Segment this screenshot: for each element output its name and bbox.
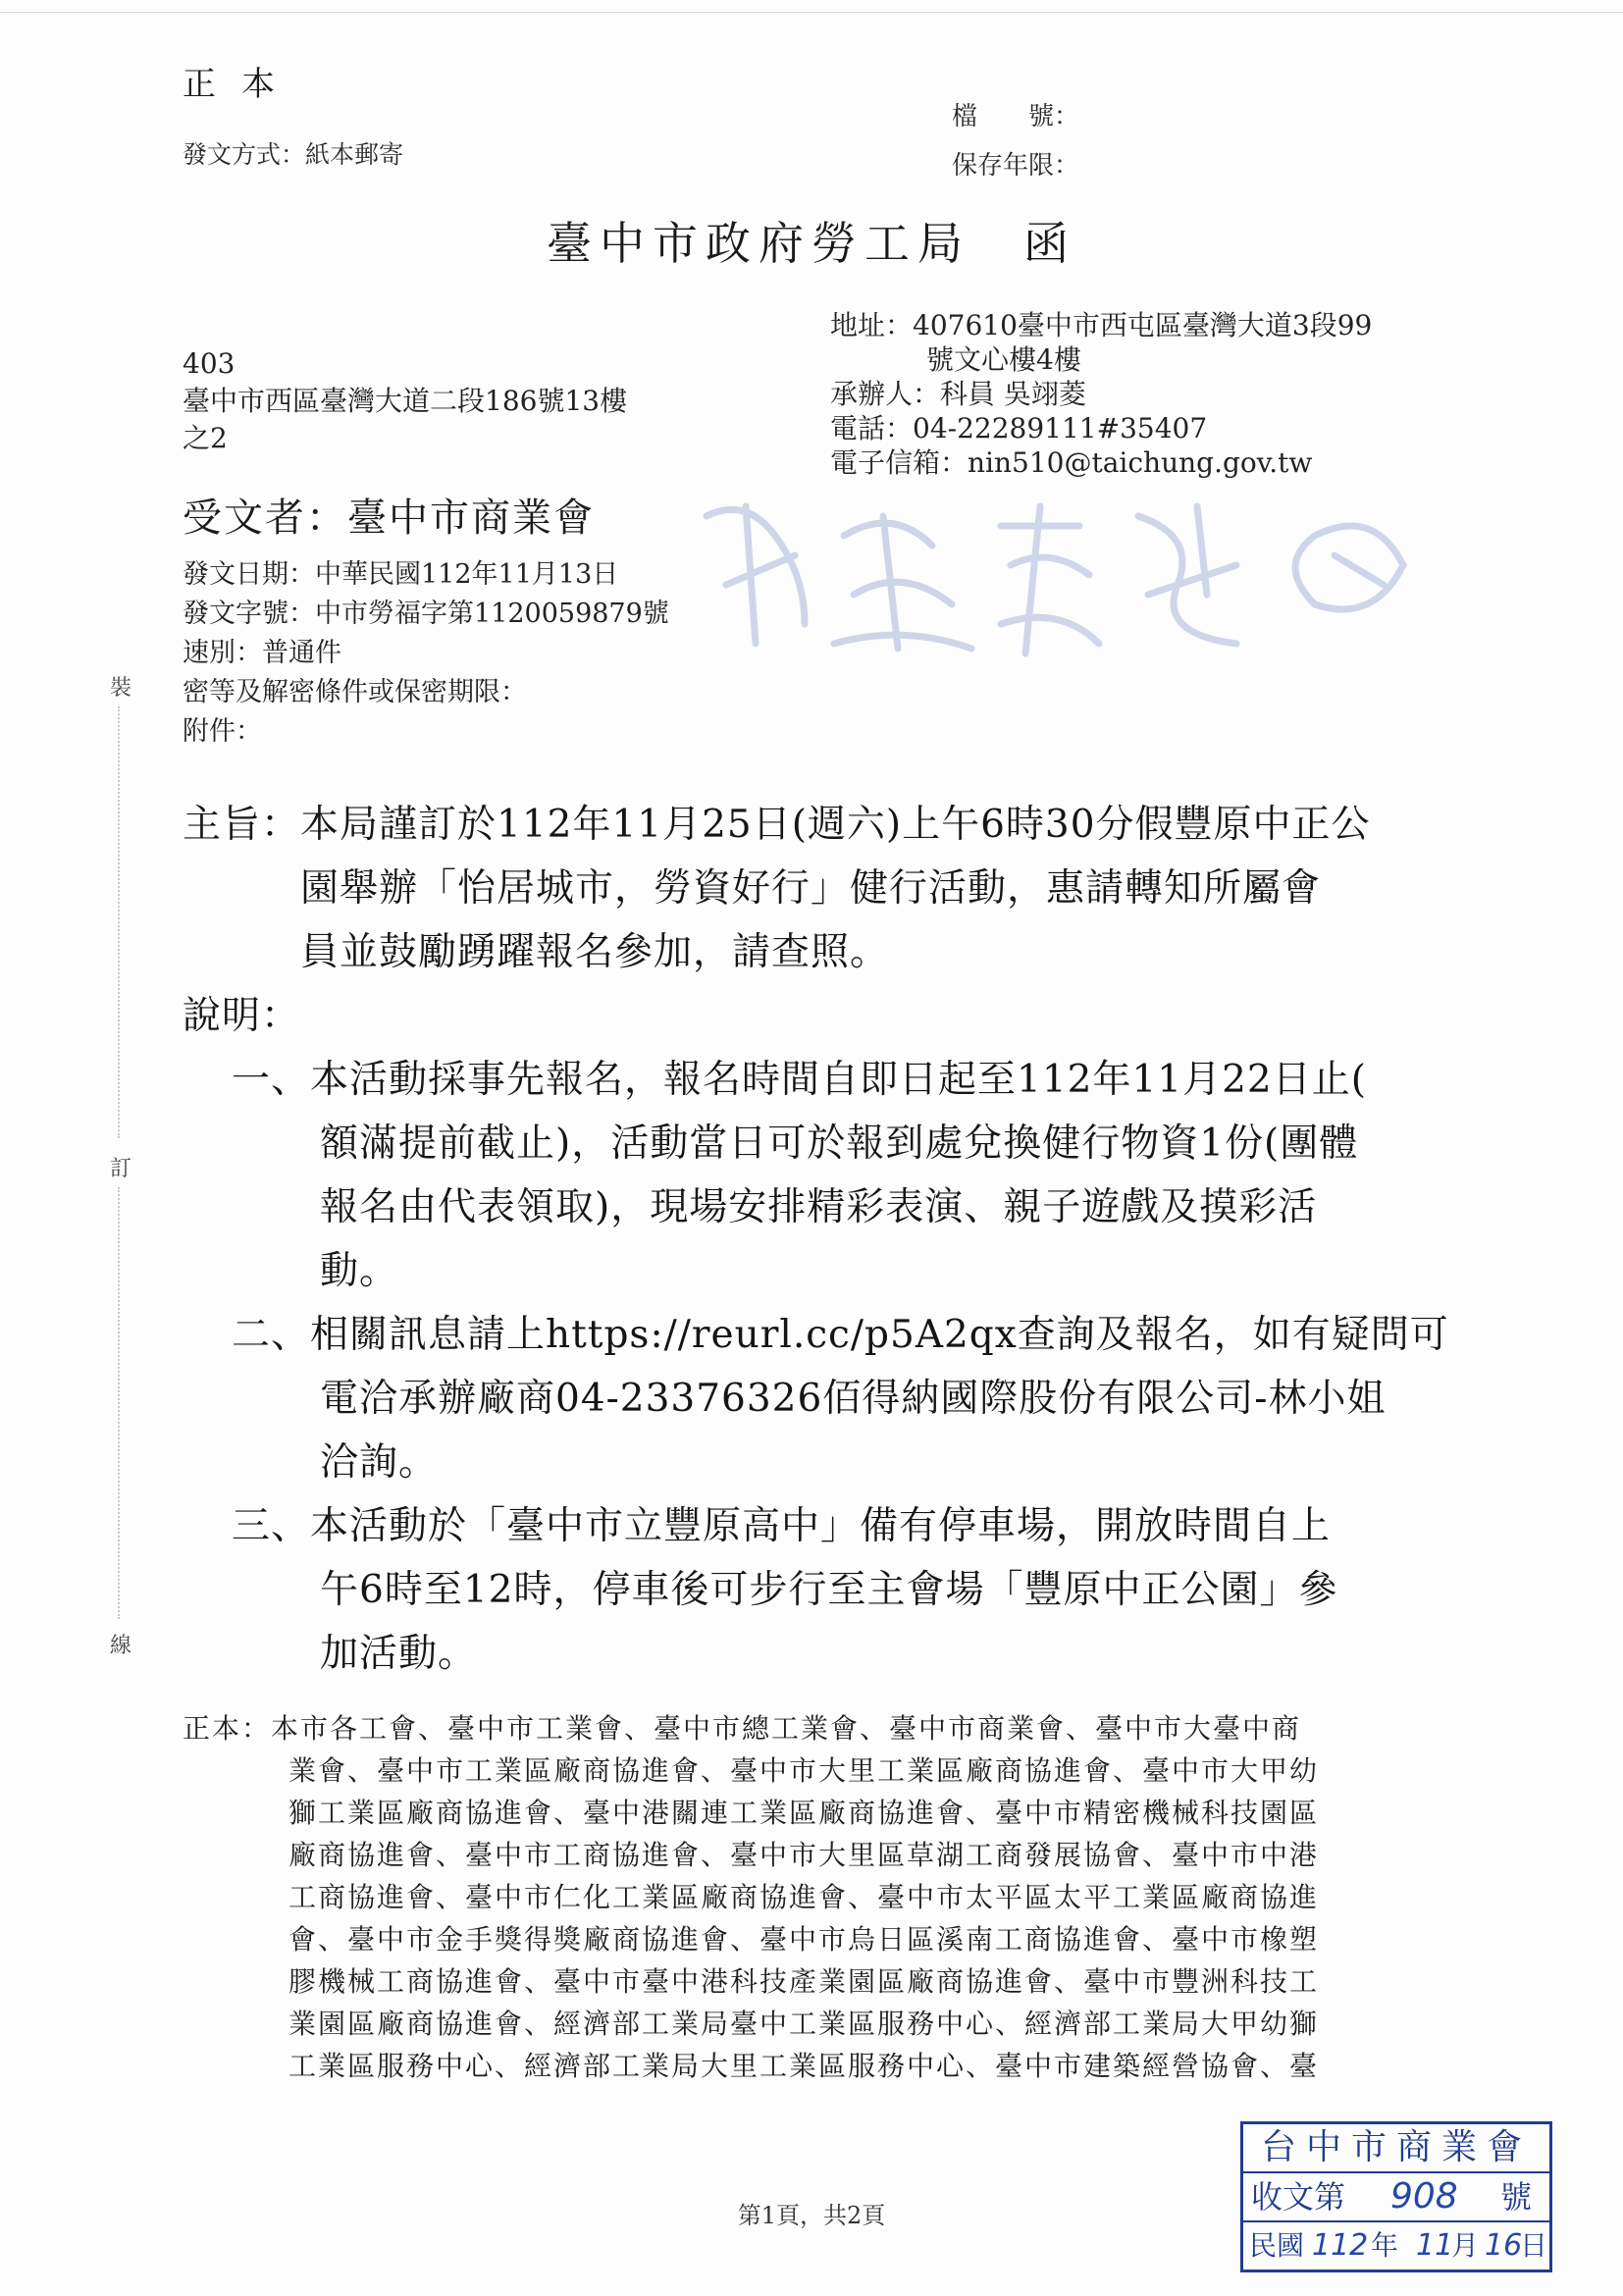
delivery-speed: 速別：普通件 (183, 638, 341, 668)
binding-line (118, 706, 120, 1138)
stamp-month: 11 (1416, 2228, 1454, 2263)
cc-line: 獅工業區廠商協進會、臺中港關連工業區廠商協進會、臺中市精密機械科技園區 (288, 1797, 1320, 1829)
cc-line: 工業區服務中心、經濟部工業局大里工業區服務中心、臺中市建築經營協會、臺 (288, 2050, 1320, 2082)
copy-mark: 正本 (183, 65, 300, 104)
binding-mark-1: 裝 (110, 676, 132, 701)
explanation-item-1: 動。 (320, 1249, 399, 1293)
stamp-day-label: 日 (1520, 2229, 1548, 2262)
recipient-address-line1: 臺中市西區臺灣大道二段186號13樓 (183, 385, 628, 417)
stamp-year-label: 年 (1371, 2229, 1399, 2262)
page-number: 第1頁，共2頁 (737, 2202, 886, 2229)
explanation-item-3: 三、本活動於「臺中市立豐原高中」備有停車場，開放時間自上 (232, 1504, 1332, 1548)
send-method: 發文方式：紙本郵寄 (183, 140, 404, 169)
scan-top-border (0, 12, 1623, 13)
explanation-item-3: 加活動。 (320, 1632, 478, 1676)
sender-info (830, 308, 1372, 480)
stamp-receive-number: 908 (1390, 2176, 1458, 2217)
cc-line: 會、臺中市金手獎得獎廠商協進會、臺中市烏日區溪南工商協進會、臺中市橡塑 (288, 1923, 1320, 1956)
sender-handler: 承辦人：科員 吳翊菱 (830, 378, 1086, 410)
explanation-item-2: 二、相關訊息請上https://reurl.cc/p5A2qx查詢及報名，如有疑問可 (232, 1313, 1449, 1357)
cc-line: 廠商協進會、臺中市工商協進會、臺中市大里區草湖工商發展協會、臺中市中港 (288, 1839, 1320, 1871)
explanation-item-1: 額滿提前截止)，活動當日可於報到處兌換健行物資1份(團體 (320, 1122, 1359, 1166)
attachment: 附件： (183, 716, 262, 747)
explanation-item-1: 一、本活動採事先報名，報名時間自即日起至112年11月22日止( (232, 1058, 1367, 1102)
binding-line (118, 1187, 120, 1619)
stamp-receive-row (1243, 2173, 1549, 2222)
letter-body (183, 793, 1449, 1686)
subject-line: 員並鼓勵踴躍報名參加，請查照。 (300, 930, 890, 974)
cc-recipients (183, 1707, 1319, 2087)
retention-period-label: 保存年限： (952, 151, 1080, 181)
recipient-address-line2: 之2 (183, 422, 228, 454)
stamp-day: 16 (1485, 2228, 1523, 2263)
stamp-month-label: 月 (1451, 2229, 1480, 2262)
recipient-postcode: 403 (183, 347, 236, 380)
binding-mark-2: 訂 (110, 1157, 132, 1181)
recipient-address (183, 345, 627, 457)
stamp-date-prefix: 民國 (1249, 2229, 1305, 2262)
secrecy-level: 密等及解密條件或保密期限： (183, 677, 527, 707)
stamp-year: 112 (1312, 2228, 1369, 2263)
subject-line: 園舉辦「怡居城市，勞資好行」健行活動，惠請轉知所屬會 (300, 866, 1322, 911)
issue-date: 發文日期：中華民國112年11月13日 (183, 559, 619, 590)
subject-line: 主旨：本局謹訂於112年11月25日(週六)上午6時30分假豐原中正公 (183, 803, 1371, 847)
cc-line: 業會、臺中市工業區廠商協進會、臺中市大里工業區廠商協進會、臺中市大甲幼 (288, 1754, 1320, 1787)
official-seal-watermark (687, 477, 1433, 663)
stamp-receive-label: 收文第 (1251, 2178, 1346, 2216)
sender-address-line1: 地址：407610臺中市西屯區臺灣大道3段99 (830, 309, 1373, 341)
explanation-item-3: 午6時至12時，停車後可步行至主會場「豐原中正公園」參 (320, 1568, 1338, 1612)
document-meta (183, 555, 669, 752)
sender-email: 電子信箱：nin510@taichung.gov.tw (830, 446, 1313, 479)
stamp-org: 台中市商業會 (1243, 2124, 1549, 2173)
stamp-date-row (1243, 2222, 1549, 2270)
document-title: 臺中市政府勞工局 函 (547, 217, 1076, 270)
cc-line: 業園區廠商協進會、經濟部工業局臺中工業區服務中心、經濟部工業局大甲幼獅 (288, 2008, 1320, 2040)
explanation-item-1: 報名由代表領取)，現場安排精彩表演、親子遊戲及摸彩活 (320, 1185, 1318, 1229)
addressee: 受文者：臺中市商業會 (183, 496, 595, 541)
cc-line: 膠機械工商協進會、臺中市臺中港科技產業園區廠商協進會、臺中市豐洲科技工 (288, 1965, 1320, 1998)
receipt-stamp (1240, 2121, 1552, 2272)
stamp-receive-suffix: 號 (1500, 2178, 1533, 2216)
document-number: 發文字號：中市勞福字第1120059879號 (183, 599, 669, 629)
sender-address-line2: 號文心樓4樓 (926, 343, 1081, 376)
explanation-item-2: 洽詢。 (320, 1440, 439, 1485)
sender-phone: 電話：04-22289111#35407 (830, 412, 1208, 444)
cc-line: 工商協進會、臺中市仁化工業區廠商協進會、臺中市太平區太平工業區廠商協進 (288, 1881, 1320, 1913)
cc-line: 正本：本市各工會、臺中市工業會、臺中市總工業會、臺中市商業會、臺中市大臺中商 (183, 1712, 1302, 1745)
binding-mark-3: 線 (110, 1634, 132, 1658)
archive-number-label: 檔 號： (952, 102, 1080, 131)
explanation-label: 說明： (183, 994, 301, 1038)
explanation-item-2: 電洽承辦廠商04-23376326佰得納國際股份有限公司-林小姐 (320, 1377, 1387, 1421)
